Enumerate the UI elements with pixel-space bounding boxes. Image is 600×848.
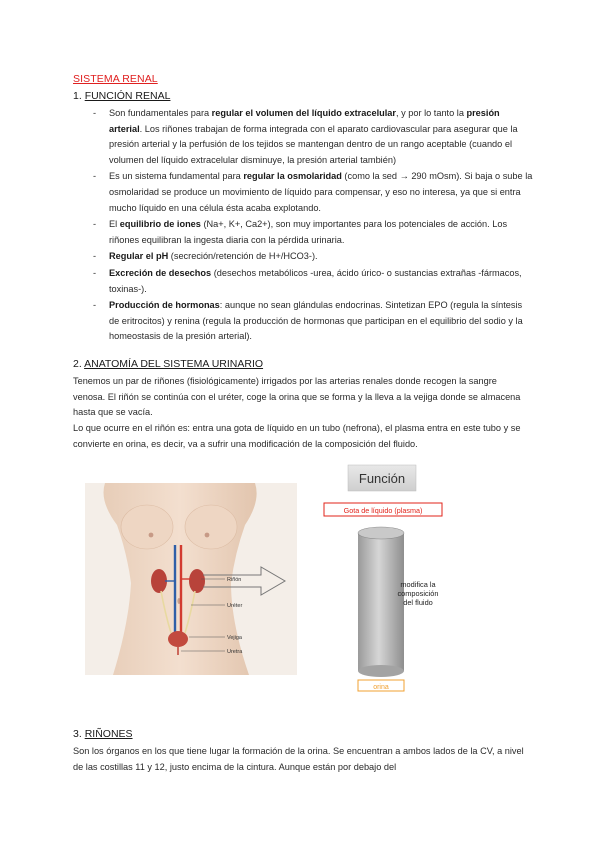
section-heading-funcion-renal [73,90,170,102]
label-ureter: Uréter [227,603,243,609]
section-title: RIÑONES [84,728,133,740]
section-heading-rinones [73,728,133,740]
diagram-title: Función [358,471,406,486]
label-uretra: Uretra [227,649,243,655]
bladder [168,631,188,647]
urine-label: orina [373,684,389,691]
section-title: ANATOMÍA DEL SISTEMA URINARIO [84,358,264,370]
kidney-right [189,569,205,593]
section-title: FUNCIÓN RENAL [84,90,171,102]
list-item: - El equilibrio de iones (Na+, K+, Ca2+), son muy importantes para los potenciales de acción. Los riñones equilibran la ingesta diaria con la pérdida urinaria. [93,217,533,248]
tube-cylinder [358,533,404,671]
torso-drawing [85,483,297,675]
plasma-label: Gota de líquido (plasma) [343,506,423,515]
section-heading-anatomia [73,358,263,370]
paragraph-anatomia: Tenemos un par de riñones (fisiológicamente) irrigados por las arterias renales donde recogen la sangre venosa. El riñón se continúa con el uréter, coge la orina que se forma y la lleva a la vejiga donde se almacena hasta que se vacía. [73,376,521,418]
side-label-line3: del fluido [403,598,433,607]
label-vejiga: Vejiga [227,635,242,641]
urinary-system-illustration [85,483,297,675]
section-number: 3. [73,728,85,740]
list-item: - Excreción de desechos (desechos metabólicos -urea, ácido úrico- o sustancias extrañas -fármacos, toxinas-). [93,266,533,297]
list-item: - Son fundamentales para regular el volumen del líquido extracelular, y por lo tanto la presión arterial. Los riñones trabajan de forma integrada con el aparato cardiovascular para asegurar que la presión arterial y la perfusión de los tejidos se mantengan dentro de un rango aceptable (cuando el volumen del líquido extracelular disminuye, la presión arterial también) [93,106,533,168]
document-title: SISTEMA RENAL [73,73,158,85]
function-diagram [318,463,448,693]
side-label-line2: composición [397,589,439,598]
label-rinon: Riñón [227,577,242,583]
list-item: - Producción de hormonas: aunque no sean glándulas endocrinas. Sintetizan EPO (regula la síntesis de eritrocitos) y renina (regula la producción de hormonas que participan en el equilibrio del sodio y la homeostasis de la presión arterial). [93,298,533,345]
paragraph-rinones: Son los órganos en los que tiene lugar la formación de la orina. Se encuentran a ambos lados de la CV, a nivel de las costillas 11 y 12, justo encima de la cintura. Aunque están por debajo del [73,746,524,772]
list-item: - Regular el pH (secreción/retención de H+/HCO3-). [93,249,533,265]
kidney-left [151,569,167,593]
section-number: 2. [73,358,85,370]
side-label-line1: modifica la [400,580,436,589]
section-number: 1. [73,90,85,102]
function-diagram-svg [318,463,448,693]
function-list [93,106,533,346]
paragraph-nefrona: Lo que ocurre en el riñón es: entra una gota de líquido en un tubo (nefrona), el plasma entra en este tubo y se convierte en orina, es decir, va a sufrir una modificación de la composición del fluido. [73,423,521,449]
list-item: - Es un sistema fundamental para regular la osmolaridad (como la sed → 290 mOsm). Si baja o sube la osmolaridad se produce un movimiento de líquido para compensar, y eso no interesa, ya que si entra mucho líquido en una célula ésta acaba explotando. [93,169,533,216]
